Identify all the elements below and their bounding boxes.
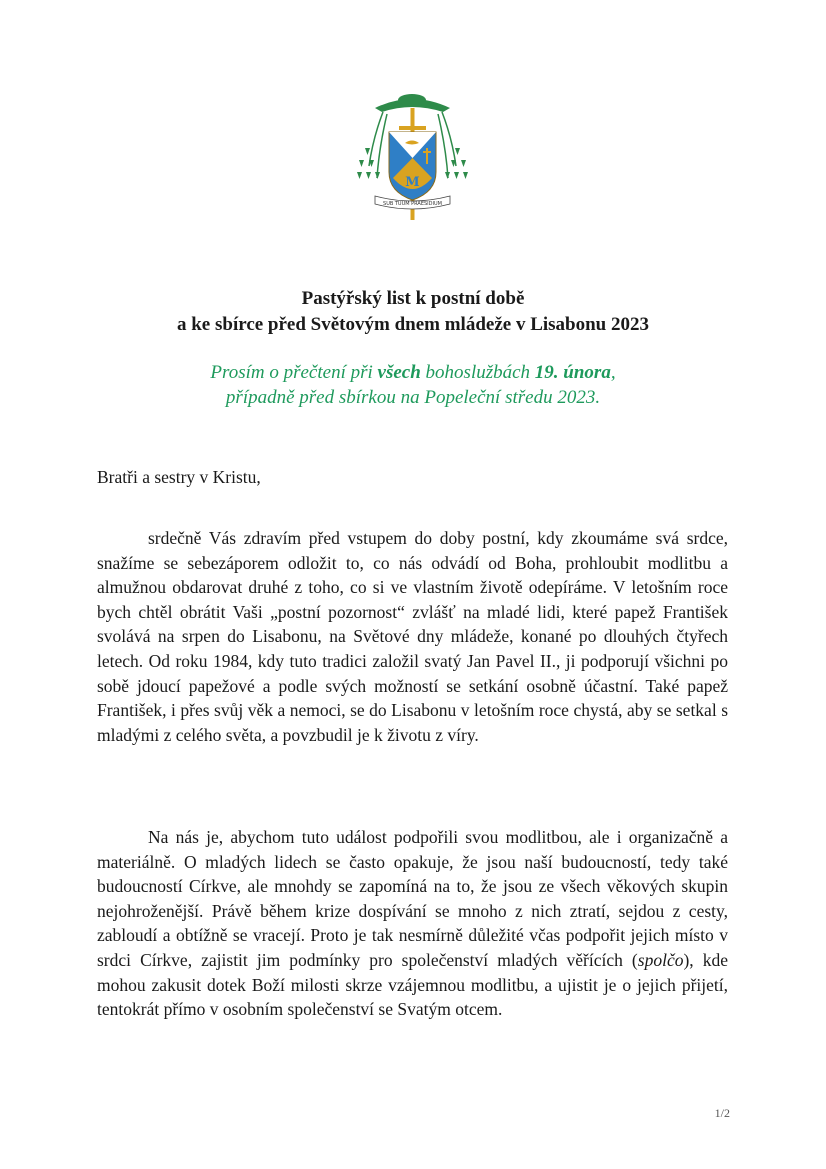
letter-title xyxy=(0,286,826,338)
instruction-line-1: Prosím o přečtení při všech bohoslužbách 19. února, xyxy=(210,362,616,383)
paragraph-2: Na nás je, abychom tuto událost podpořili svou modlitbou, ale i organizačně a materiálně. O mladých lidech se často opakuje, že jsou naší budoucností, tedy také budoucností Církve, ale mnohdy se zapomíná na to, že jsou ze všech věkových skupin nejohroženější. Právě během krize dospívání se mnoho z nich ztratí, sejdou z cesty, zabloudí a obtížně se vracejí. Proto je tak nesmírně důležité včas podpořit jejich místo v srdci Církve, zajistit jim podmínky pro společenství mladých věřících (spolčo), kde mohou zakusit dotek Boží milosti skrze vzájemnou modlitbu, a ujistit je o jejich přijetí, tentokrát přímo v osobním společenství se Svatým otcem. xyxy=(97,827,728,1020)
reading-instruction xyxy=(0,360,826,410)
title-line-2: a ke sbírce před Světovým dnem mládeže v Lisabonu 2023 xyxy=(176,314,649,335)
title-line-1: Pastýřský list k postní době xyxy=(301,288,525,309)
salutation: Bratři a sestry v Kristu, xyxy=(97,467,261,487)
svg-text:M: M xyxy=(405,175,420,190)
instruction-line-2: případně před sbírkou na Popeleční středu 2023. xyxy=(225,387,601,408)
motto-text: SUB TUUM PRAESIDIUM xyxy=(383,201,442,207)
page-number: 1/2 xyxy=(714,1106,730,1120)
coat-of-arms-icon xyxy=(355,88,470,226)
paragraph-1: srdečně Vás zdravím před vstupem do doby postní, kdy zkoumáme svá srdce, snažíme se sebezáporem odložit to, co nás odvádí od Boha, prohloubit modlitbu a almužnou obdarovat druhé z toho, co si ve vlastním životě odepíráme. V letošním roce bych chtěl obrátit Vaši „postní pozornost“ zvlášť na mladé lidi, které papež František svolává na srpen do Lisabonu, na Světové dny mládeže, konané po dlouhých čtyřech letech. Od roku 1984, kdy tuto tradici založil svatý Jan Pavel II., ji podporují všichni po sobě jdoucí papežové a podle svých možností se setkání osobně účastní. Také papež František, i přes svůj věk a nemoci, se do Lisabonu v letošním roce chystá, aby se setkal s mladými z celého světa, a povzbudil je k životu z víry. xyxy=(97,528,728,745)
italic-term: spolčo xyxy=(637,949,684,970)
